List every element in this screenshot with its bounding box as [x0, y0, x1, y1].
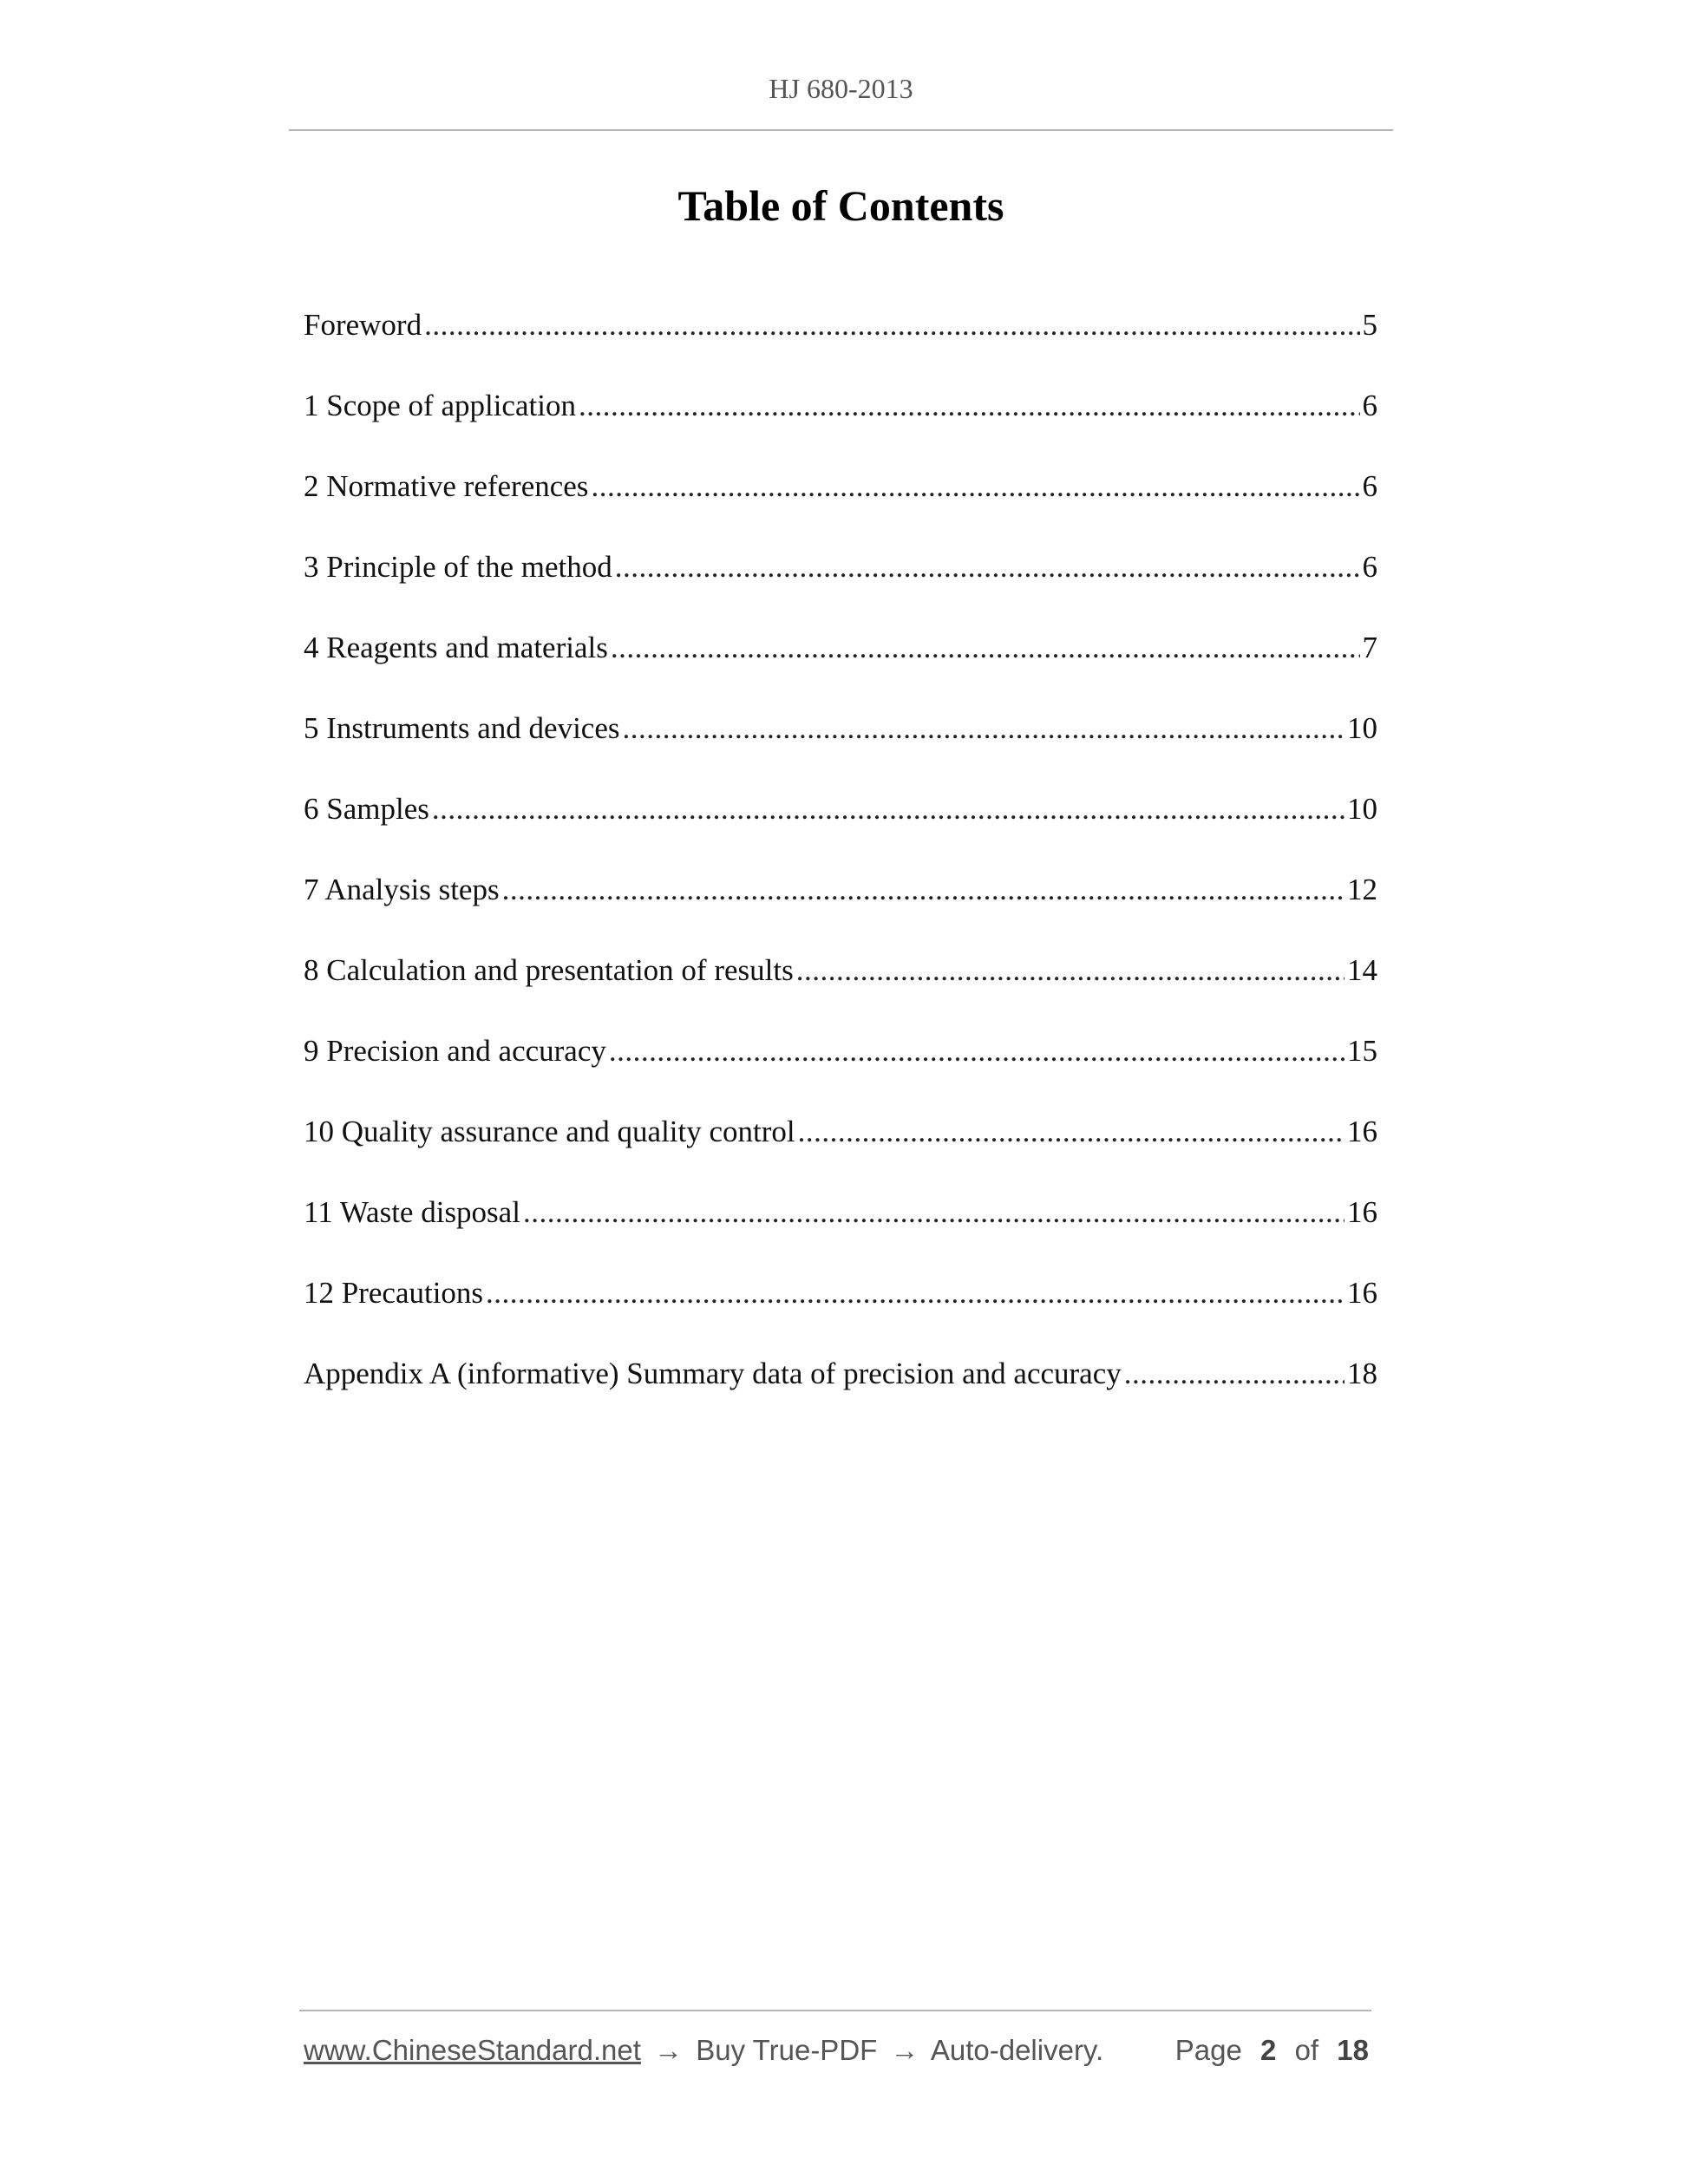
toc-entry-page: 5	[1362, 308, 1377, 342]
toc-dot-leader	[611, 631, 1360, 665]
toc-entry-page: 18	[1347, 1357, 1377, 1390]
page-title: Table of Contents	[677, 181, 1004, 230]
toc-entry-page: 16	[1347, 1276, 1377, 1310]
toc-dot-leader	[798, 1115, 1345, 1149]
toc-entry-samples[interactable]	[304, 792, 1377, 873]
toc-entry-label: 4 Reagents and materials	[304, 631, 608, 664]
arrow-right-icon: →	[890, 2034, 919, 2066]
total-page-count: 18	[1337, 2034, 1369, 2066]
toc-dot-leader	[486, 1276, 1345, 1311]
toc-entry-waste-disposal[interactable]	[304, 1195, 1377, 1276]
toc-entry-quality-assurance[interactable]	[304, 1115, 1377, 1195]
toc-entry-appendix-a[interactable]	[304, 1357, 1377, 1437]
toc-entry-page: 6	[1362, 389, 1377, 422]
toc-entry-page: 6	[1362, 550, 1377, 584]
toc-entry-calculation[interactable]	[304, 953, 1377, 1034]
toc-entry-precautions[interactable]	[304, 1276, 1377, 1357]
toc-entry-page: 10	[1347, 711, 1377, 745]
header-divider	[289, 129, 1393, 131]
page-indicator	[1175, 2034, 1369, 2067]
toc-entry-principle[interactable]	[304, 550, 1377, 631]
toc-entry-label: 2 Normative references	[304, 469, 589, 503]
toc-dot-leader	[1124, 1357, 1345, 1391]
toc-entry-label: Foreword	[304, 308, 422, 342]
toc-dot-leader	[424, 308, 1359, 343]
toc-entry-page: 15	[1347, 1034, 1377, 1068]
toc-entry-foreword[interactable]	[304, 308, 1377, 389]
page-label: Page	[1174, 2034, 1242, 2066]
toc-dot-leader	[523, 1195, 1345, 1230]
toc-entry-analysis-steps[interactable]	[304, 873, 1377, 953]
toc-entry-page: 16	[1347, 1115, 1377, 1148]
toc-entry-page: 10	[1347, 792, 1377, 826]
table-of-contents	[304, 308, 1377, 1437]
toc-entry-label: 11 Waste disposal	[304, 1195, 520, 1229]
toc-entry-reagents[interactable]	[304, 631, 1377, 711]
toc-entry-scope[interactable]	[304, 389, 1377, 469]
toc-entry-label: 5 Instruments and devices	[304, 711, 620, 745]
page-footer	[304, 2034, 1369, 2067]
running-header: HJ 680-2013	[769, 73, 913, 104]
toc-entry-precision[interactable]	[304, 1034, 1377, 1115]
page-of-label: of	[1294, 2034, 1319, 2066]
toc-entry-label: 10 Quality assurance and quality control	[304, 1115, 795, 1148]
toc-entry-label: 8 Calculation and presentation of results	[304, 953, 794, 987]
toc-dot-leader	[796, 953, 1345, 988]
buy-true-pdf-text: Buy True-PDF	[696, 2034, 878, 2066]
arrow-right-icon: →	[654, 2034, 684, 2066]
toc-entry-label: 12 Precautions	[304, 1276, 484, 1310]
toc-entry-instruments[interactable]	[304, 711, 1377, 792]
toc-dot-leader	[432, 792, 1345, 827]
toc-entry-normative-references[interactable]	[304, 469, 1377, 550]
footer-promo	[304, 2034, 1103, 2067]
current-page-number: 2	[1260, 2034, 1277, 2066]
toc-entry-page: 12	[1347, 873, 1377, 906]
toc-dot-leader	[615, 550, 1360, 585]
footer-divider	[299, 2010, 1371, 2011]
toc-entry-label: 6 Samples	[304, 792, 429, 826]
toc-entry-page: 16	[1347, 1195, 1377, 1229]
toc-entry-label: 1 Scope of application	[304, 389, 576, 422]
toc-dot-leader	[591, 469, 1359, 504]
toc-entry-label: Appendix A (informative) Summary data of precision and accuracy	[304, 1357, 1122, 1390]
toc-dot-leader	[609, 1034, 1345, 1069]
toc-entry-label: 9 Precision and accuracy	[304, 1034, 606, 1068]
toc-entry-label: 3 Principle of the method	[304, 550, 612, 584]
toc-dot-leader	[502, 873, 1345, 907]
toc-entry-page: 14	[1347, 953, 1377, 987]
toc-dot-leader	[579, 389, 1360, 423]
toc-entry-label: 7 Analysis steps	[304, 873, 500, 906]
toc-entry-page: 6	[1362, 469, 1377, 503]
auto-delivery-text: Auto-delivery.	[930, 2034, 1104, 2066]
toc-entry-page: 7	[1362, 631, 1377, 664]
toc-dot-leader	[623, 711, 1345, 746]
website-link[interactable]: www.ChineseStandard.net	[304, 2034, 641, 2066]
